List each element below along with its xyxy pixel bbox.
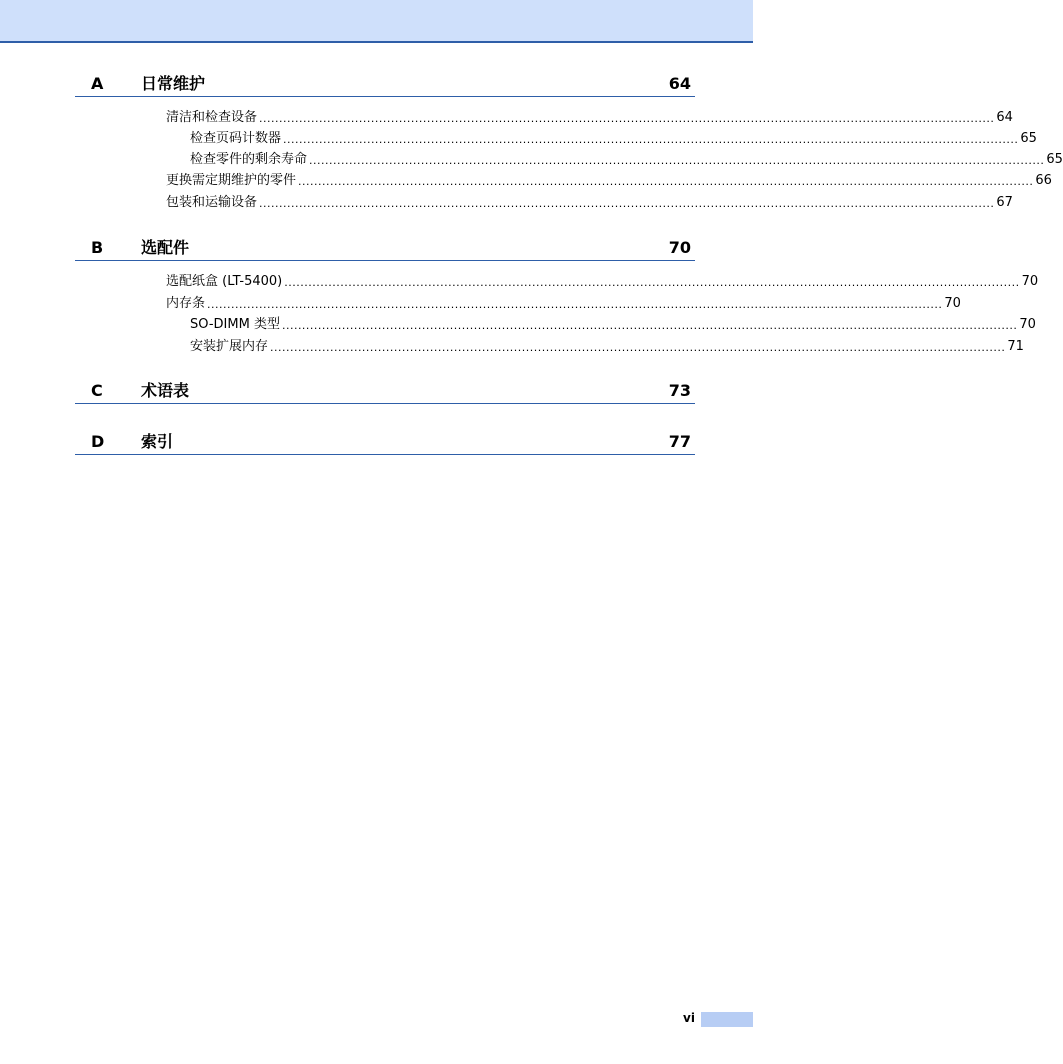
toc-entry-title: 选配纸盒 (LT-5400) bbox=[166, 274, 283, 289]
header-band bbox=[0, 0, 753, 43]
toc-entry-title: 更换需定期维护的零件 bbox=[166, 173, 297, 188]
toc-entry-page: 67 bbox=[996, 195, 1013, 210]
toc-entry[interactable] bbox=[166, 169, 1052, 189]
dot-leader: ........................................................................................................................................................................................ bbox=[259, 112, 995, 125]
footer-tab bbox=[701, 1012, 753, 1027]
chapter-heading-d[interactable] bbox=[75, 432, 695, 455]
dot-leader: ........................................................................................................................................................................................ bbox=[207, 298, 943, 311]
toc-entry[interactable] bbox=[190, 148, 1063, 168]
toc-entry-title: 检查页码计数器 bbox=[190, 131, 282, 146]
chapter-page-number: 73 bbox=[668, 381, 691, 400]
chapter-heading-b[interactable] bbox=[75, 238, 695, 261]
dot-leader: ........................................................................................................................................................................................ bbox=[281, 319, 1018, 332]
chapter-heading-a[interactable] bbox=[75, 74, 695, 97]
chapter-letter: A bbox=[91, 74, 104, 93]
toc-entry[interactable] bbox=[190, 335, 1024, 355]
toc-entry-page: 65 bbox=[1046, 152, 1063, 167]
toc-entry-page: 64 bbox=[996, 110, 1013, 125]
toc-entry-title: 清洁和检查设备 bbox=[166, 110, 258, 125]
chapter-title: 日常维护 bbox=[141, 74, 206, 93]
toc-entry-page: 71 bbox=[1007, 339, 1024, 354]
dot-leader: ........................................................................................................................................................................................ bbox=[283, 133, 1019, 146]
toc-entry-page: 65 bbox=[1020, 131, 1037, 146]
chapter-letter: B bbox=[91, 238, 104, 257]
chapter-page-number: 64 bbox=[668, 74, 691, 93]
toc-entry-title: SO-DIMM 类型 bbox=[190, 317, 280, 332]
toc-entry-page: 70 bbox=[1021, 274, 1039, 289]
toc-entry-page: 70 bbox=[1019, 317, 1036, 332]
dot-leader: ........................................................................................................................................................................................ bbox=[309, 154, 1045, 167]
chapter-letter: D bbox=[91, 432, 105, 451]
toc-entry[interactable] bbox=[190, 127, 1037, 147]
chapter-heading-c[interactable] bbox=[75, 381, 695, 404]
toc-entry[interactable] bbox=[166, 270, 1039, 290]
toc-entry-title: 安装扩展内存 bbox=[190, 339, 269, 354]
dot-leader: ........................................................................................................................................................................................ bbox=[270, 341, 1006, 354]
toc-entry-title: 包装和运输设备 bbox=[166, 195, 258, 210]
dot-leader: ........................................................................................................................................................................................ bbox=[259, 197, 995, 210]
chapter-page-number: 70 bbox=[668, 238, 691, 257]
chapter-page-number: 77 bbox=[668, 432, 691, 451]
toc-entry-page: 70 bbox=[944, 296, 961, 311]
toc-entry[interactable] bbox=[166, 191, 1013, 211]
toc-entry[interactable] bbox=[190, 313, 1036, 333]
chapter-title: 术语表 bbox=[141, 381, 190, 400]
dot-leader: ........................................................................................................................................................................................ bbox=[298, 175, 1034, 188]
footer-page-number: vi bbox=[683, 1011, 695, 1025]
chapter-title: 索引 bbox=[141, 432, 174, 451]
toc-entry-page: 66 bbox=[1035, 173, 1052, 188]
toc-entry[interactable] bbox=[166, 292, 961, 312]
toc-entry[interactable] bbox=[166, 106, 1013, 126]
toc-entry-title: 内存条 bbox=[166, 296, 206, 311]
toc-entry-title: 检查零件的剩余寿命 bbox=[190, 152, 308, 167]
dot-leader: ........................................................................................................................................................................................ bbox=[284, 276, 1020, 289]
chapter-title: 选配件 bbox=[141, 238, 190, 257]
chapter-letter: C bbox=[91, 381, 103, 400]
